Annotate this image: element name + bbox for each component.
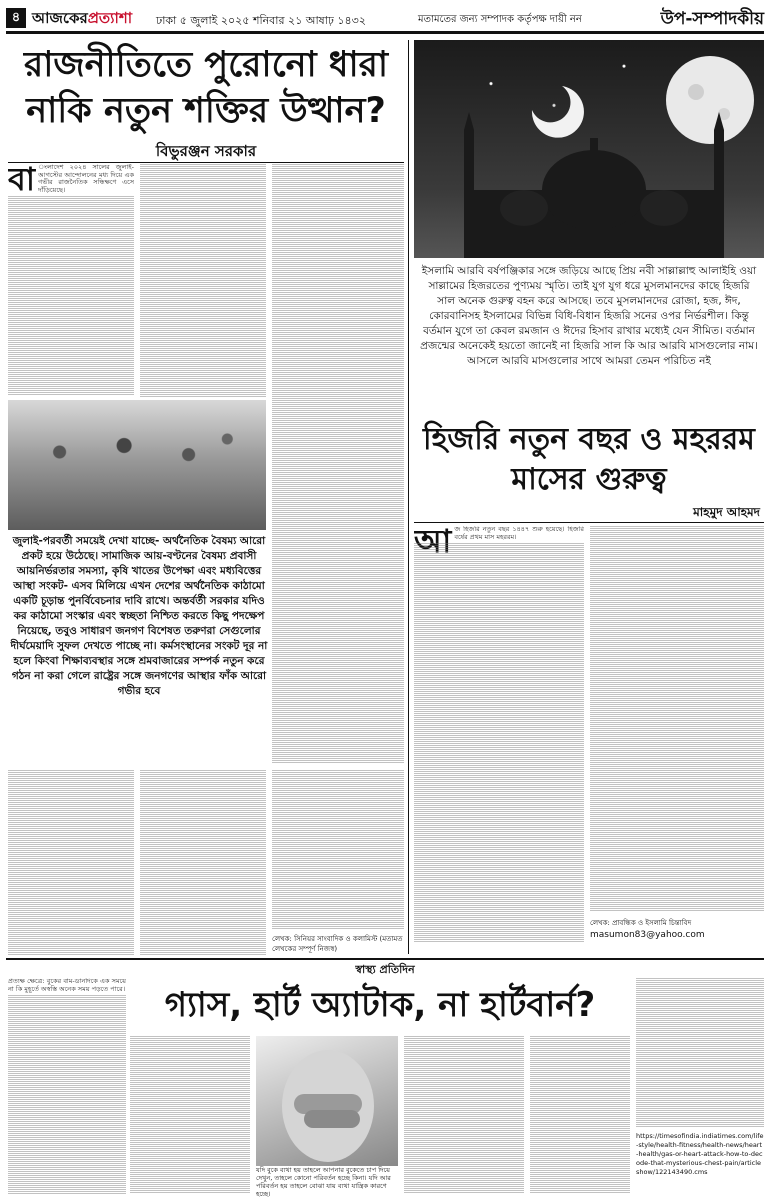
- health-section-label: স্বাস্থ্য প্রতিদিন: [355, 963, 415, 976]
- article1-column-1: [8, 164, 134, 398]
- divider: [414, 522, 764, 523]
- mosque-moon-illustration: [414, 40, 764, 258]
- section-title: উপ-সম্পাদকীয়: [660, 9, 764, 29]
- editorial-notice: মতামতের জন্য সম্পাদক কর্তৃপক্ষ দায়ী নন: [418, 14, 582, 25]
- publication-date: ঢাকা ৫ জুলাই ২০২৫ শনিবার ২১ আষাঢ় ১৪৩২: [156, 14, 366, 27]
- article1-column-4: [8, 770, 134, 955]
- article2-author: মাহমুদ আহমদ: [693, 505, 760, 519]
- article1-author: বিভুরঞ্জন সরকার: [155, 142, 257, 160]
- article1-text-block: [140, 770, 266, 955]
- health-text-block: [636, 978, 764, 1128]
- article2-headline-line2: মাসের গুরুত্ব: [511, 462, 667, 497]
- article2-footer: লেখক: প্রাবন্ধিক ও ইসলামি চিন্তাবিদ: [590, 919, 692, 927]
- article2-image-caption: ইসলামি আরবি বর্ষপঞ্জিকার সঙ্গে জড়িয়ে আছে প্রিয় নবী সাল্লাল্লাহু আলাইহি ওয়া সাল্লামের হিজরতের পুণ্যময় স্মৃতি। তাই যুগ যুগ ধরে মুসলমানদের কাছে হিজরি সাল অনেক গুরুত্ব বহন করে আসছে। তবে মুসলমানদের রোজা, হজ, ঈদ, কোরবানিসহ ইসলামের বিভিন্ন বিধি-বিধান হিজরি সনের ওপর নির্ভরশীল। কিন্তু বর্তমান যুগে তা কেবল রমজান ও ঈদের হিসাব রাখার মধ্যেই যেন সীমিত। বর্তমান প্রজন্মের অনেকেই হয়তো জানেই না হিজরি সাল কি আর আরবি মাসগুলোর নাম। আসলে আরবি মাসগুলোর সাথে আমরা তেমন পরিচিত নই: [420, 265, 758, 367]
- health-text-block: [404, 1036, 524, 1194]
- article2-headline: [414, 420, 764, 500]
- health-column-5: [636, 978, 764, 1128]
- moon-icon: [666, 56, 754, 144]
- article1-column-3: [272, 164, 404, 764]
- article1-headline-line1: রাজনীতিতে পুরোনো ধারা: [23, 45, 389, 85]
- page-header: [6, 4, 764, 34]
- article2-email: masumon83@yahoo.com: [590, 930, 705, 940]
- article1-lead-text: ংলাদেশ ২০২৪ সালের জুলাই-আগস্টের আন্দোলনের মধ্য দিয়ে এক গভীর রাজনৈতিক সন্ধিক্ষণে এসে দাঁড়িয়েছে।: [38, 164, 134, 194]
- page-number: ৪: [6, 8, 26, 28]
- article2-column-2: [590, 526, 764, 912]
- article1-column-5: [140, 770, 266, 955]
- health-column-4: [530, 1036, 630, 1194]
- health-lead-text: প্রত্যক্ষ ক্ষেত্রে: বুকের বাম-ডানদিকে এক সময়ে না কি মুহূর্তে অস্বস্তি অনেক সময় পড়তে পারে।: [8, 978, 126, 993]
- health-column-3: [404, 1036, 524, 1194]
- health-source-link[interactable]: https://timesofindia.indiatimes.com/life-style/health-fitness/health-news/heart-health/gas-or-heart-attack-how-to-decode-that-mysterious-chest-pain/articleshow/122143490.cms: [636, 1132, 764, 1176]
- health-headline: গ্যাস, হার্ট অ্যাটাক, না হার্টবার্ন?: [164, 985, 596, 1025]
- article1-text-block: [140, 164, 266, 398]
- article2-lead-text: জ হিজরি নতুন বছর ১৪৪৭ শুরু হয়েছে। হিজরি বর্ষের প্রথম মাস মহররম।: [454, 526, 584, 541]
- article1-protest-photo: [8, 400, 266, 530]
- masthead-part2: প্রত্যাশা: [87, 9, 133, 27]
- article1-text-block: [8, 770, 134, 955]
- health-image-caption: যদি বুকে ব্যথা হয় তাহলে আপনার বুকেতে চাপ দিয়ে দেখুন, তাহলে কোনো পরিবর্তন হচ্ছে কিনা। যদি আর পরিবর্তন হয় তাহলে বোঝা যায় ব্যথা যান্ত্রিক কারণে হচ্ছে।: [256, 1166, 391, 1198]
- article2-headline-line1: হিজরি নতুন বছর ও মহররম: [423, 422, 755, 457]
- article1-text-block: [272, 770, 404, 930]
- article1-drop-cap: বা: [8, 164, 36, 198]
- divider: [8, 162, 404, 163]
- article1-text-block: [8, 196, 134, 396]
- article1-headline: [6, 42, 406, 134]
- article1-headline-line2: নাকি নতুন শক্তির উত্থান?: [26, 91, 386, 131]
- column-divider: [408, 40, 409, 954]
- article1-footer: লেখক: সিনিয়র সাংবাদিক ও কলামিস্ট (মতামত লেখকের সম্পূর্ণ নিজস্ব): [272, 935, 403, 953]
- article1-column-6: [272, 770, 404, 930]
- health-text-block: [530, 1036, 630, 1194]
- section-divider: [6, 958, 764, 960]
- health-text-block: [8, 995, 126, 1194]
- article1-text-block: [272, 164, 404, 764]
- masthead-part1: আজকের: [32, 9, 88, 27]
- health-column-2: [130, 1036, 250, 1194]
- article2-column-1: [414, 526, 584, 954]
- article2-text-block: [590, 526, 764, 912]
- masthead-logo: [32, 7, 132, 32]
- crescent-icon: [532, 86, 584, 138]
- article2-mosque-photo: [414, 40, 764, 258]
- health-chest-pain-photo: [256, 1036, 398, 1166]
- article2-text-block: [414, 543, 584, 943]
- health-column-1: [8, 978, 126, 1194]
- health-text-block: [130, 1036, 250, 1194]
- article2-drop-cap: আ: [414, 526, 452, 560]
- article1-column-2: [140, 164, 266, 398]
- article1-pullquote: জুলাই-পরবর্তী সময়েই দেখা যাচ্ছে- অর্থনৈতিক বৈষম্য আরো প্রকট হয়ে উঠেছে। সামাজিক আয়-বণ্টনের বৈষম্য প্রবাসী আয়নির্ভরতার সমস্যা, কৃষি খাতের উপেক্ষা এবং মধ্যবিত্তের আস্থা সংকট- এসব মিলিয়ে এখন দেশের অর্থনৈতিক কাঠামো একটি চূড়ান্ত পুনর্বিবেচনার দাবি রাখে। অন্তর্বর্তী সরকার যদিও কর কাঠামো সংস্কার এবং স্বচ্ছতা নিশ্চিত করতে কিছু পদক্ষেপ নিয়েছে, তবুও সাধারণ জনগণ বিশেষত তরুণরা সেগুলোর দীর্ঘমেয়াদি সুফল দেখতে পাচ্ছে না। কর্মসংস্থানের সংকট দূর না হলে কিংবা শিক্ষাব্যবস্থার সঙ্গে শ্রমবাজারের সম্পর্ক নতুন করে গঠন না করা গেলে রাষ্ট্রের সঙ্গে জনগণের আস্থার ফাঁক আরো গভীর হবে: [10, 535, 268, 697]
